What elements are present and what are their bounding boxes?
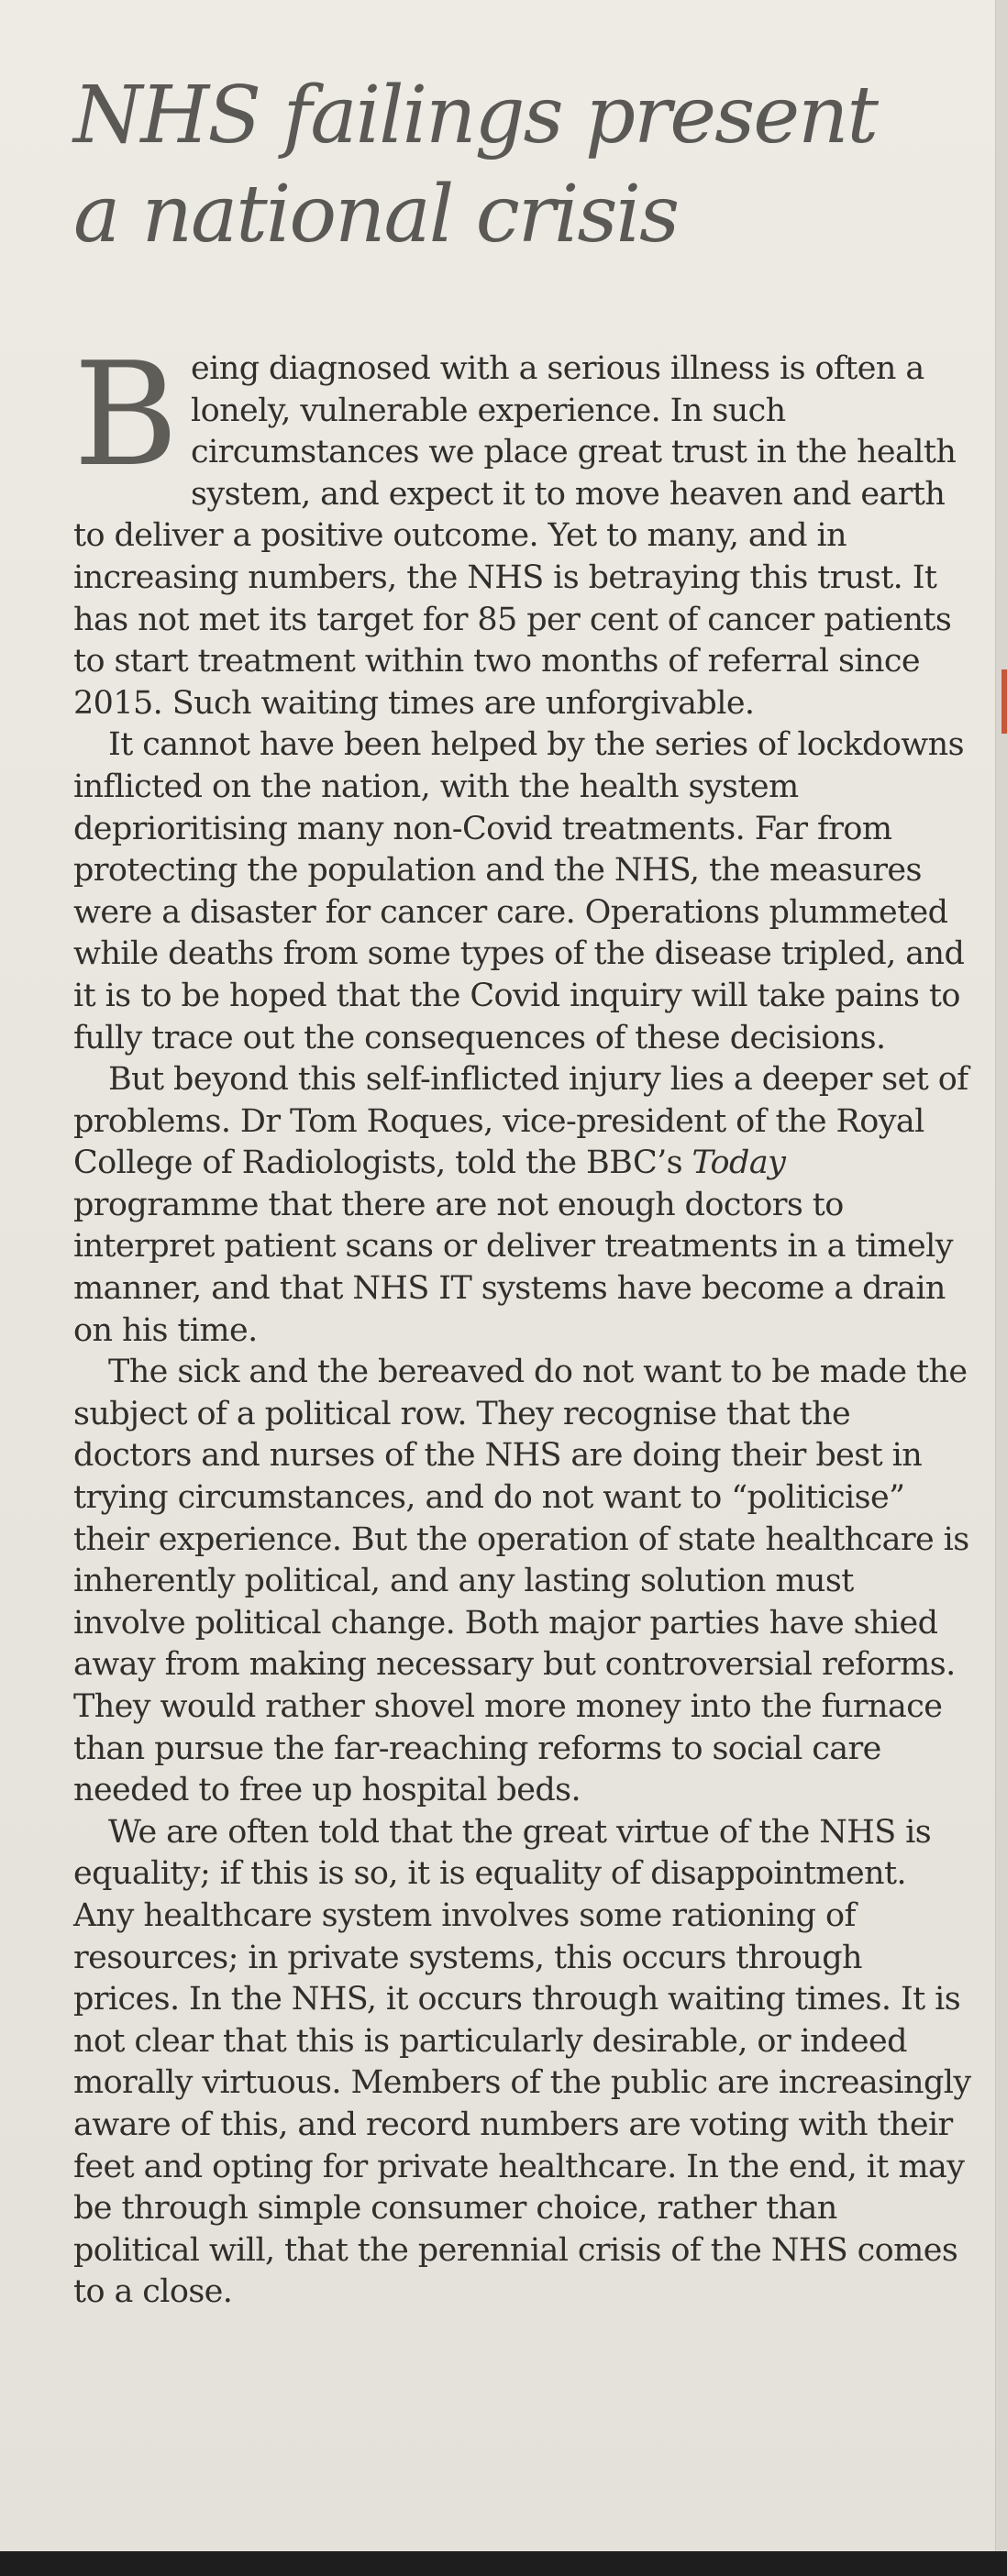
article-body xyxy=(73,331,972,2314)
programme-name-today: Today xyxy=(692,1144,786,1182)
paragraph-4: The sick and the bereaved do not want to be made the subject of a political row. They recognise that the doctors and nurses of the NHS are doing their best in trying circumstances, and do not want to “politicise” their experience. But the operation of state healthcare is inherently political, and any lasting solution must involve political change. Both major parties have shied away from making necessary but controversial reforms. They would rather shovel more money into the furnace than pursue the far-reaching reforms to social care needed to free up hospital beds. xyxy=(73,1354,969,1809)
headline-line-2: a national crisis xyxy=(73,169,679,260)
paragraph-1 xyxy=(73,331,972,724)
drop-cap: B xyxy=(73,331,179,498)
headline-line-1: NHS failings present xyxy=(73,70,878,161)
paragraph-3 xyxy=(73,1059,972,1352)
paragraph-3-text-after: programme that there are not enough doctors to interpret patient scans or deliver treatments in a timely manner, and that NHS IT systems have become a drain on his time. xyxy=(73,1186,953,1349)
paragraph-2: It cannot have been helped by the series of lockdowns inflicted on the nation, with the health system deprioritising many non-Covid treatments. Far from protecting the population and the NHS, the measures were a disaster for cancer care. Operations plummeted while deaths from some types of the disease tripled, and it is to be hoped that the Covid inquiry will take pains to fully trace out the consequences of these decisions. xyxy=(73,726,965,1056)
paragraph-5: We are often told that the great virtue of the NHS is equality; if this is so, it is equality of disappointment. Any healthcare system involves some rationing of resources; in private systems, this occurs through prices. In the NHS, it occurs through waiting times. It is not clear that this is particularly desirable, or indeed morally virtuous. Members of the public are increasingly aware of this, and record numbers are voting with their feet and opting for private healthcare. In the end, it may be through simple consumer choice, rather than political will, that the perennial crisis of the NHS comes to a close. xyxy=(73,1813,971,2311)
paragraph-1-text: eing diagnosed with a serious illness is often a lonely, vulnerable experience. In such circumstances we place great trust in the health system, and expect it to move heaven and earth to deliver a positive outcome. Yet to many, and in increasing numbers, the NHS is betraying this trust. It has not met its target for 85 per cent of cancer patients to start treatment within two months of referral since 2015. Such waiting times are unforgivable. xyxy=(73,350,957,722)
scan-bottom-border xyxy=(0,2551,1007,2576)
paragraph-3-text-before: But beyond this self-inflicted injury lies a deeper set of problems. Dr Tom Roques, vice-president of the Royal College of Radiologists, told the BBC’s xyxy=(73,1061,968,1182)
adjacent-column-edge xyxy=(995,0,1007,2576)
adjacent-column-color-strip xyxy=(1001,669,1007,734)
headline xyxy=(73,66,954,264)
